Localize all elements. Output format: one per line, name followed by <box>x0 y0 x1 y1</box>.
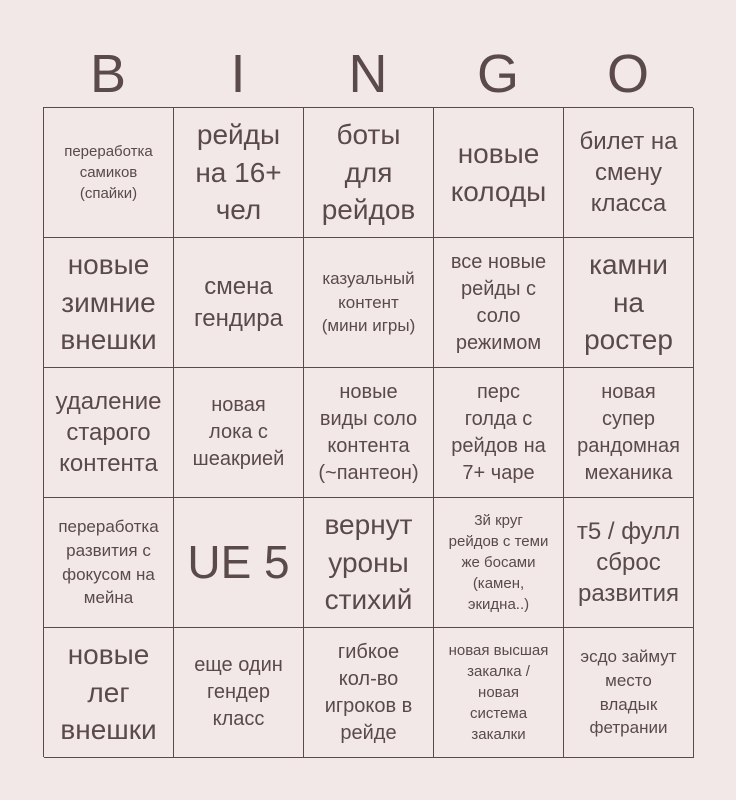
bingo-cell-r5c3[interactable] <box>304 628 434 758</box>
bingo-cell-r3c3[interactable] <box>304 368 434 498</box>
cell-text: смена гендира <box>194 273 283 332</box>
cell-text: новая лока с шеакрией <box>192 394 285 470</box>
cell-text: удаление старого контента <box>55 387 162 478</box>
cell-text: рейды на 16+ чел <box>195 118 282 226</box>
bingo-cell-r5c4[interactable] <box>434 628 564 758</box>
bingo-cell-r5c1[interactable] <box>44 628 174 758</box>
bingo-cell-r1c4[interactable] <box>434 108 564 238</box>
cell-text: еще один гендер класс <box>194 654 283 730</box>
header-letter-n: N <box>348 44 388 104</box>
bingo-cell-r1c2[interactable] <box>174 108 304 238</box>
cell-text: UE 5 <box>187 536 290 589</box>
bingo-cell-r4c1[interactable] <box>44 498 174 628</box>
cell-text: новые лег внешки <box>60 638 157 746</box>
cell-text: новые виды соло контента (~пантеон) <box>318 380 419 484</box>
bingo-cell-r2c5[interactable] <box>564 238 694 368</box>
bingo-cell-r3c5[interactable] <box>564 368 694 498</box>
header-letter-i: I <box>230 44 246 104</box>
cell-text: 3й круг рейдов с теми же босами (камен, экидна..) <box>448 512 549 613</box>
bingo-cell-r4c5[interactable] <box>564 498 694 628</box>
bingo-cell-r1c3[interactable] <box>304 108 434 238</box>
bingo-header <box>43 40 693 108</box>
bingo-cell-r1c5[interactable] <box>564 108 694 238</box>
bingo-cell-r2c4[interactable] <box>434 238 564 368</box>
cell-text: боты для рейдов <box>321 118 416 226</box>
cell-text: переработка развития с фокусом на мейна <box>58 516 159 608</box>
header-letter-o: O <box>606 44 649 104</box>
bingo-cell-r2c2[interactable] <box>174 238 304 368</box>
cell-text: т5 / фулл сброс развития <box>576 517 681 608</box>
bingo-cell-r4c2[interactable] <box>174 498 304 628</box>
bingo-cell-r3c1[interactable] <box>44 368 174 498</box>
cell-text: все новые рейды с соло режимом <box>450 250 547 354</box>
header-letter-g: G <box>476 44 519 104</box>
bingo-board <box>43 107 693 757</box>
bingo-cell-r2c3[interactable] <box>304 238 434 368</box>
cell-text: камни на ростер <box>584 248 673 356</box>
cell-text: новая супер рандомная механика <box>577 380 680 484</box>
cell-text: вернут уроны стихий <box>324 508 413 616</box>
bingo-cell-r4c3[interactable] <box>304 498 434 628</box>
bingo-cell-r3c2[interactable] <box>174 368 304 498</box>
cell-text: новая высшая закалка / новая система закалки <box>448 642 549 743</box>
cell-text: переработка самиков (спайки) <box>64 143 153 202</box>
bingo-cell-r2c1[interactable] <box>44 238 174 368</box>
bingo-cell-r5c2[interactable] <box>174 628 304 758</box>
cell-text: новые колоды <box>450 137 547 207</box>
cell-text: казуальный контент (мини игры) <box>321 268 416 336</box>
cell-text: эсдо займут место владык фетрании <box>580 646 677 738</box>
cell-text: гибкое кол-во игроков в рейде <box>324 640 413 744</box>
bingo-cell-r3c4[interactable] <box>434 368 564 498</box>
header-letter-b: B <box>89 44 127 104</box>
bingo-cell-r1c1[interactable] <box>44 108 174 238</box>
cell-text: перс голда с рейдов на 7+ чаре <box>451 380 546 484</box>
bingo-cell-r4c4[interactable] <box>434 498 564 628</box>
cell-text: новые зимние внешки <box>60 248 157 356</box>
cell-text: билет на смену класса <box>579 127 678 218</box>
bingo-cell-r5c5[interactable] <box>564 628 694 758</box>
